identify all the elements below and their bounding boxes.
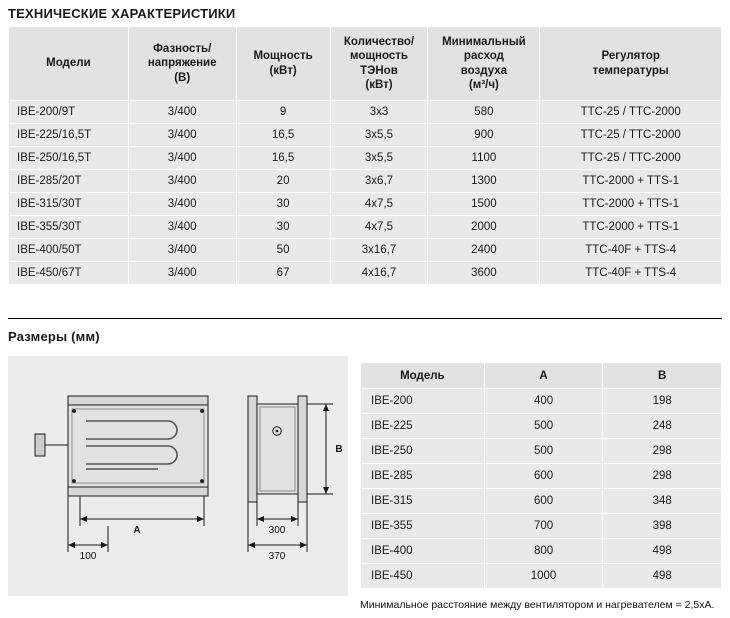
column-header-airflow xyxy=(428,27,540,101)
table-row xyxy=(361,564,722,589)
cell-model: IBE-250 xyxy=(361,439,485,464)
cell-model: IBE-315/30T xyxy=(9,193,129,216)
cell-model: IBE-450 xyxy=(361,564,485,589)
cell-voltage: 3/400 xyxy=(128,216,236,239)
header-line: ТЭНов xyxy=(360,64,398,77)
drawing-label-100: 100 xyxy=(79,551,97,562)
cell-heaters: 4x16,7 xyxy=(330,262,428,285)
cell-airflow: 3600 xyxy=(428,262,540,285)
cell-heaters: 4x7,5 xyxy=(330,193,428,216)
cell-heaters: 3x5,5 xyxy=(330,124,428,147)
table-row xyxy=(361,489,722,514)
cell-power: 16,5 xyxy=(236,147,330,170)
cell-model: IBE-285/20T xyxy=(9,170,129,193)
header-line: Минимальный xyxy=(442,35,526,48)
cell-heaters: 3x6,7 xyxy=(330,170,428,193)
dimensions-note: Минимальное расстояние между вентилятором и нагревателем = 2,5xA. xyxy=(360,599,715,611)
cell-b: 498 xyxy=(603,564,722,589)
header-line: напряжение xyxy=(147,57,217,70)
cell-b: 198 xyxy=(603,389,722,414)
cell-thermostat: TTC-25 / TTC-2000 xyxy=(540,124,722,147)
cell-model: IBE-355/30T xyxy=(9,216,129,239)
cell-model: IBE-315 xyxy=(361,489,485,514)
table-row xyxy=(9,101,722,124)
header-line: (В) xyxy=(174,71,191,84)
header-line: мощность xyxy=(349,50,408,63)
table-row xyxy=(361,539,722,564)
column-header-model: Модель xyxy=(361,363,485,389)
cell-thermostat: TTC-40F + TTS-4 xyxy=(540,239,722,262)
cell-b: 398 xyxy=(603,514,722,539)
header-line: (кВт) xyxy=(269,64,297,77)
cell-model: IBE-225/16,5T xyxy=(9,124,129,147)
column-header-a: A xyxy=(484,363,603,389)
cell-model: IBE-355 xyxy=(361,514,485,539)
table-row xyxy=(9,124,722,147)
cell-a: 500 xyxy=(484,439,603,464)
drawing-label-370: 370 xyxy=(268,551,286,562)
drawing-label-b: B xyxy=(335,444,343,455)
header-line: Мощность xyxy=(253,50,313,63)
column-header-b: B xyxy=(603,363,722,389)
cell-thermostat: TTC-25 / TTC-2000 xyxy=(540,147,722,170)
header-line: (кВт) xyxy=(365,78,393,91)
table-header-row xyxy=(361,363,722,389)
cell-model: IBE-285 xyxy=(361,464,485,489)
table-row xyxy=(9,239,722,262)
header-line: Количество/ xyxy=(343,35,415,48)
table-row xyxy=(9,147,722,170)
table-row xyxy=(361,439,722,464)
table-row xyxy=(361,414,722,439)
cell-power: 30 xyxy=(236,193,330,216)
table-row xyxy=(9,216,722,239)
cell-model: IBE-200/9T xyxy=(9,101,129,124)
cell-thermostat: TTC-2000 + TTS-1 xyxy=(540,193,722,216)
header-line: воздуха xyxy=(460,64,508,77)
cell-thermostat: TTC-40F + TTS-4 xyxy=(540,262,722,285)
cell-airflow: 2000 xyxy=(428,216,540,239)
cell-power: 9 xyxy=(236,101,330,124)
cell-airflow: 2400 xyxy=(428,239,540,262)
section-divider xyxy=(8,318,722,319)
cell-heaters: 3x3 xyxy=(330,101,428,124)
table-row xyxy=(361,464,722,489)
drawing-label-a: A xyxy=(133,525,141,536)
cell-a: 600 xyxy=(484,489,603,514)
cell-model: IBE-400/50T xyxy=(9,239,129,262)
cell-voltage: 3/400 xyxy=(128,239,236,262)
cell-heaters: 3x5,5 xyxy=(330,147,428,170)
table-row xyxy=(361,389,722,414)
column-header-model xyxy=(9,27,129,101)
column-header-heaters xyxy=(330,27,428,101)
page-title-specifications: ТЕХНИЧЕСКИЕ ХАРАКТЕРИСТИКИ xyxy=(8,6,236,21)
cell-a: 800 xyxy=(484,539,603,564)
column-header-power xyxy=(236,27,330,101)
header-line: Регулятор xyxy=(601,50,660,63)
cell-voltage: 3/400 xyxy=(128,170,236,193)
dimensions-table xyxy=(360,362,722,589)
cell-voltage: 3/400 xyxy=(128,193,236,216)
cell-voltage: 3/400 xyxy=(128,124,236,147)
cell-heaters: 4x7,5 xyxy=(330,216,428,239)
cell-a: 700 xyxy=(484,514,603,539)
cell-model: IBE-400 xyxy=(361,539,485,564)
cell-b: 498 xyxy=(603,539,722,564)
column-header-thermostat xyxy=(540,27,722,101)
cell-b: 298 xyxy=(603,439,722,464)
cell-voltage: 3/400 xyxy=(128,262,236,285)
cell-airflow: 900 xyxy=(428,124,540,147)
cell-heaters: 3x16,7 xyxy=(330,239,428,262)
cell-a: 500 xyxy=(484,414,603,439)
cell-b: 298 xyxy=(603,464,722,489)
cell-thermostat: TTC-2000 + TTS-1 xyxy=(540,216,722,239)
cell-model: IBE-450/67T xyxy=(9,262,129,285)
cell-model: IBE-200 xyxy=(361,389,485,414)
cell-airflow: 1300 xyxy=(428,170,540,193)
cell-power: 67 xyxy=(236,262,330,285)
cell-voltage: 3/400 xyxy=(128,147,236,170)
cell-power: 30 xyxy=(236,216,330,239)
cell-airflow: 1100 xyxy=(428,147,540,170)
header-line: Модели xyxy=(46,57,91,70)
cell-a: 400 xyxy=(484,389,603,414)
cell-thermostat: TTC-2000 + TTS-1 xyxy=(540,170,722,193)
cell-b: 248 xyxy=(603,414,722,439)
column-header-voltage xyxy=(128,27,236,101)
cell-power: 20 xyxy=(236,170,330,193)
cell-b: 348 xyxy=(603,489,722,514)
cell-airflow: 1500 xyxy=(428,193,540,216)
cell-airflow: 580 xyxy=(428,101,540,124)
cell-thermostat: TTC-25 / TTC-2000 xyxy=(540,101,722,124)
dimension-drawing-panel xyxy=(8,356,348,596)
table-header-row xyxy=(9,27,722,101)
cell-a: 1000 xyxy=(484,564,603,589)
header-line: расход xyxy=(463,50,504,63)
table-row xyxy=(9,193,722,216)
cell-model: IBE-225 xyxy=(361,414,485,439)
cell-power: 50 xyxy=(236,239,330,262)
drawing-label-300: 300 xyxy=(268,525,286,536)
cell-voltage: 3/400 xyxy=(128,101,236,124)
table-row xyxy=(9,170,722,193)
table-row xyxy=(9,262,722,285)
header-line: температуры xyxy=(592,64,669,77)
header-line: Фазность/ xyxy=(153,42,212,55)
specifications-table xyxy=(8,26,722,285)
header-line: (м³/ч) xyxy=(468,78,499,91)
cell-model: IBE-250/16,5T xyxy=(9,147,129,170)
cell-a: 600 xyxy=(484,464,603,489)
heater-dimension-drawing xyxy=(8,356,348,596)
table-row xyxy=(361,514,722,539)
section-title-dimensions: Размеры (мм) xyxy=(8,329,100,344)
cell-power: 16,5 xyxy=(236,124,330,147)
